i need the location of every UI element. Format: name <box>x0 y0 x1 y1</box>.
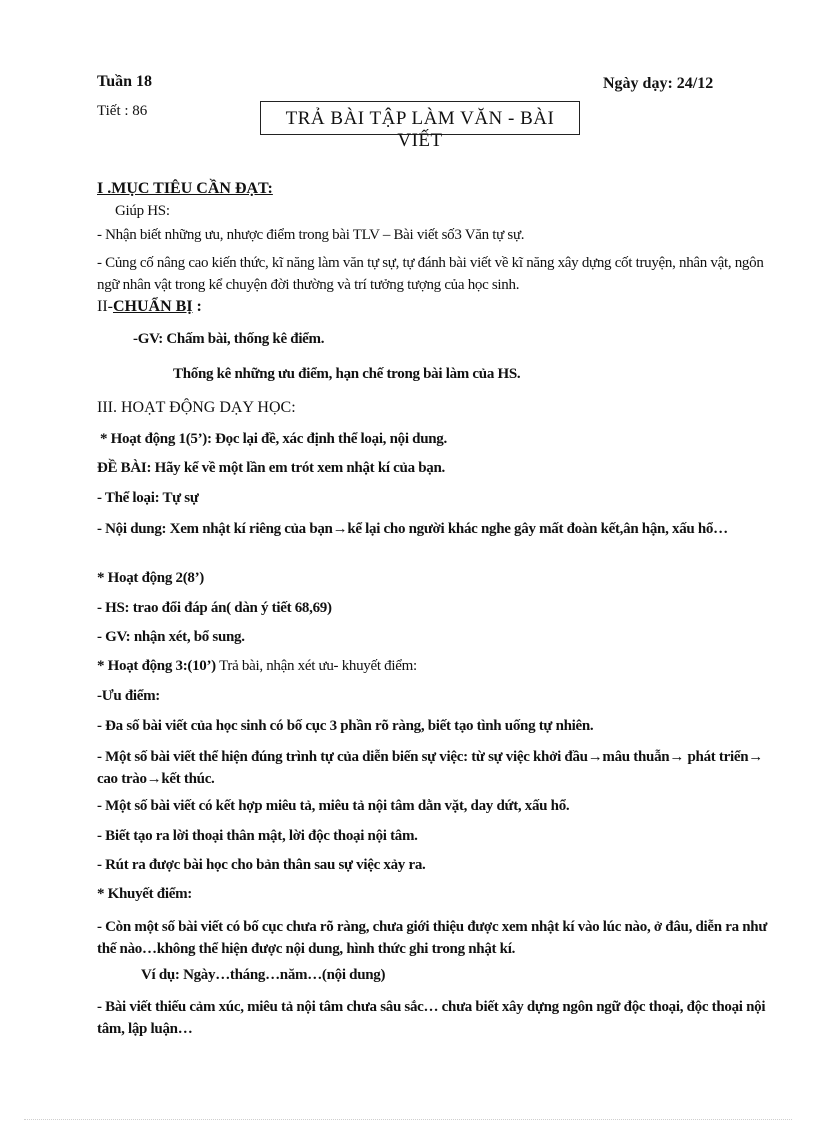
example: Ví dụ: Ngày…tháng…năm…(nội dung) <box>141 967 386 983</box>
section2-suffix: : <box>192 298 202 315</box>
hs-task: - HS: trao đổi đáp án( dàn ý tiết 68,69) <box>97 600 332 616</box>
genre: - Thể loại: Tự sự <box>97 490 199 506</box>
strength-2-c: phát triển <box>687 749 749 765</box>
objective-item-2: - Củng cố nâng cao kiến thức, kĩ năng làm văn tự sự, tự đánh bài viết về kĩ năng xây dựng cốt truyện, nhân vật, ngôn ngữ nhân vật trong kể chuyện đời thường và trí tưởng tượng của học sinh. <box>97 255 764 293</box>
objective-item-1: - Nhận biết những ưu, nhược điểm trong bài TLV – Bài viết số3 Văn tự sự. <box>97 227 525 243</box>
arrow-icon: → <box>669 749 685 765</box>
strength-2-d: cao trào <box>97 771 147 787</box>
strength-5: - Rút ra được bài học cho bản thân sau sự việc xảy ra. <box>97 857 426 873</box>
strength-3: - Một số bài viết có kết hợp miêu tả, miêu tả nội tâm dằn vặt, day dứt, xấu hổ. <box>97 798 570 814</box>
gv-preparation-2: Thống kê những ưu điểm, hạn chế trong bài làm của HS. <box>173 366 521 382</box>
gv-preparation: -GV: Chấm bài, thống kê điểm. <box>133 331 325 347</box>
gv-task: - GV: nhận xét, bổ sung. <box>97 629 245 645</box>
week-label: Tuần 18 <box>97 73 152 90</box>
strength-2-b: mâu thuẫn <box>602 749 670 765</box>
section3-heading: III. HOẠT ĐỘNG DẠY HỌC: <box>97 399 296 416</box>
strength-2 <box>97 746 777 790</box>
activity-3 <box>97 658 417 675</box>
essay-topic: ĐỀ BÀI: Hãy kể về một lần em trót xem nhật kí của bạn. <box>97 460 445 476</box>
arrow-icon: → <box>587 749 603 765</box>
arrow-icon: → <box>146 771 162 787</box>
section2-prefix: II- <box>97 298 113 315</box>
page-bottom-divider <box>24 1119 792 1120</box>
section1-intro: Giúp HS: <box>115 203 170 219</box>
date-label: Ngày dạy: 24/12 <box>603 75 714 92</box>
weaknesses-heading: * Khuyết điểm: <box>97 886 192 902</box>
weakness-2: - Bài viết thiếu cảm xúc, miêu tả nội tâm chưa sâu sắc… chưa biết xây dựng ngôn ngữ độc thoại, độc thoại nội tâm, lập luận… <box>97 999 766 1037</box>
strength-2-a: - Một số bài viết thể hiện đúng trình tự của diễn biến sự việc: từ sự việc khởi đầu <box>97 749 588 765</box>
section2-heading <box>97 298 202 316</box>
content-description <box>97 518 777 540</box>
activity-2: * Hoạt động 2(8’) <box>97 570 204 586</box>
strength-4: - Biết tạo ra lời thoại thân mật, lời độc thoại nội tâm. <box>97 828 418 844</box>
strength-2-e: kết thúc. <box>161 771 215 787</box>
title-box <box>260 101 580 151</box>
activity-3-text: Trả bài, nhận xét ưu- khuyết điểm: <box>215 658 417 674</box>
section1-heading: I .MỤC TIÊU CẦN ĐẠT: <box>97 180 273 197</box>
lesson-label: Tiết : 86 <box>97 103 148 119</box>
activity-1: * Hoạt động 1(5’): Đọc lại đề, xác định thể loại, nội dung. <box>100 431 447 447</box>
strengths-heading: -Ưu điểm: <box>97 688 160 704</box>
weakness-1: - Còn một số bài viết có bố cục chưa rõ ràng, chưa giới thiệu được xem nhật kí vào lúc nào, ở đâu, diễn ra như thế nào…không thể hiện được nội dung, hình thức ghi trong nhật kí. <box>97 919 768 957</box>
arrow-icon: → <box>332 521 348 537</box>
content-part-a: - Nội dung: Xem nhật kí riêng của bạn <box>97 521 333 537</box>
activity-3-label: * Hoạt động 3:(10’) <box>97 658 216 674</box>
page-title: TRẢ BÀI TẬP LÀM VĂN - BÀI VIẾT <box>285 108 555 151</box>
strength-1: - Đa số bài viết của học sinh có bố cục 3 phần rõ ràng, biết tạo tình uống tự nhiên. <box>97 718 594 734</box>
content-part-b: kể lại cho người khác nghe gây mất đoàn kết,ân hận, xấu hổ… <box>347 521 728 537</box>
section2-title: CHUẨN BỊ <box>112 298 193 315</box>
arrow-icon: → <box>748 749 763 765</box>
